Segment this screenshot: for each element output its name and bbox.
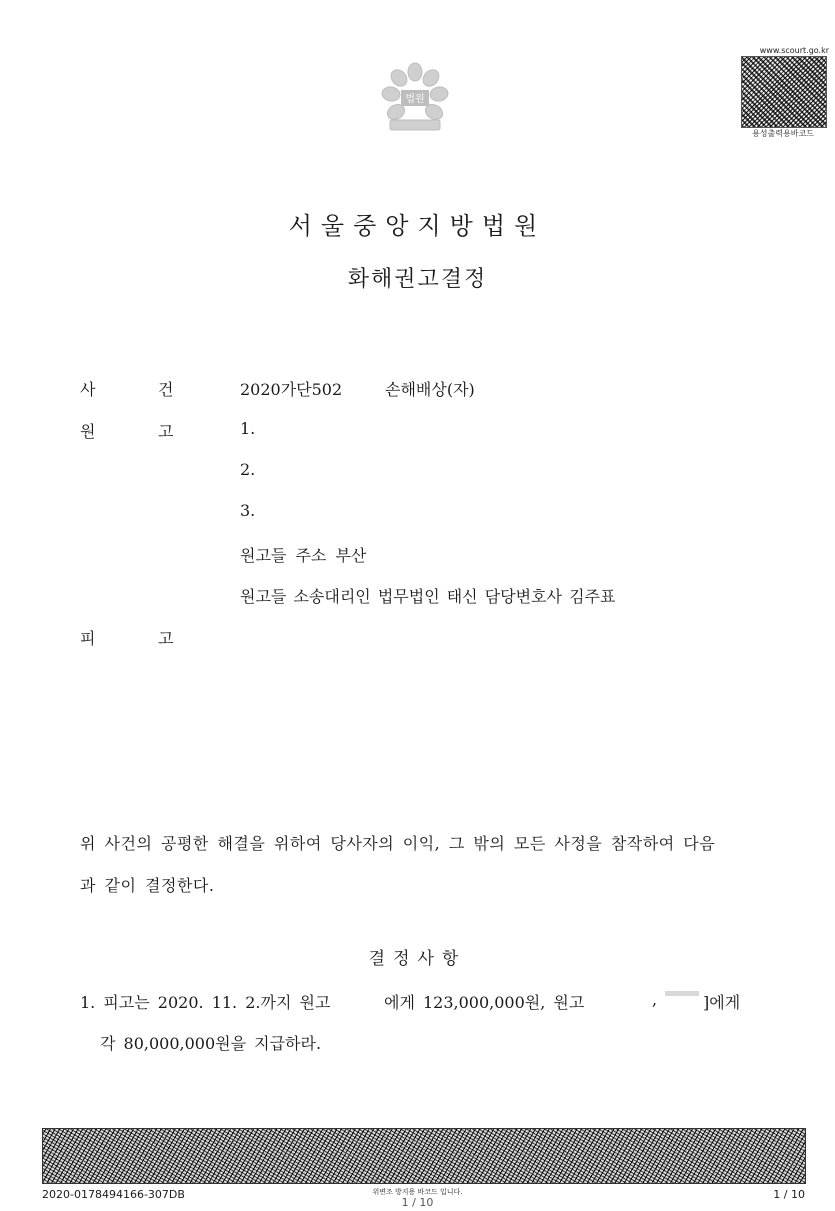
case-name: 손해배상(자) [385,380,475,399]
court-name: 서울중앙지방법원 [288,212,547,240]
barcode-notice: 위변조 방지용 바코드 입니다. [372,1188,463,1196]
plaintiff-address: 원고들 주소 부산 [240,546,367,565]
plaintiff-label-2: 고 [158,422,174,441]
plaintiff-2: 2. [240,460,256,479]
item1-part-d: ]에게 [703,993,741,1012]
redaction-mark [665,991,699,996]
document-title: 화해권고결정 [347,267,488,292]
qr-code [741,56,827,128]
intro-line-2: 과 같이 결정한다. [80,876,215,895]
defendant-label-1: 피 [80,629,96,648]
item1-part-c: , [652,990,658,1009]
plaintiff-counsel: 원고들 소송대리인 법무법인 태신 담당변호사 김주표 [240,587,616,606]
page-number: 1 / 10 [773,1188,805,1201]
defendant-label-2: 고 [158,629,174,648]
seal-text: 법원 [405,94,425,105]
court-seal-emblem [376,58,454,136]
plaintiff-3: 3. [240,501,256,520]
item1-part-b: 에게 123,000,000원, 원고 [384,993,585,1012]
item1-part-a: 1. 피고는 2020. 11. 2.까지 원고 [80,993,331,1012]
intro-line-1: 위 사건의 공평한 해결을 위하여 당사자의 이익, 그 밖의 모든 사정을 참작하여 다음 [80,834,716,853]
qr-caption: 용성출력용바코드 [752,129,814,138]
case-number: 2020가단502 [240,380,343,399]
anti-forgery-barcode [42,1128,806,1184]
plaintiff-1: 1. [240,419,256,438]
plaintiff-label-1: 원 [80,422,96,441]
case-label-1: 사 [80,380,96,399]
qr-url: www.scourt.go.kr [759,46,829,55]
item1-line-2: 각 80,000,000원을 지급하라. [100,1034,322,1053]
document-id: 2020-0178494166-307DB [42,1188,185,1201]
case-label-2: 건 [158,380,174,399]
section-title: 결정사항 [368,949,467,969]
center-page-number: 1 / 10 [401,1196,434,1209]
